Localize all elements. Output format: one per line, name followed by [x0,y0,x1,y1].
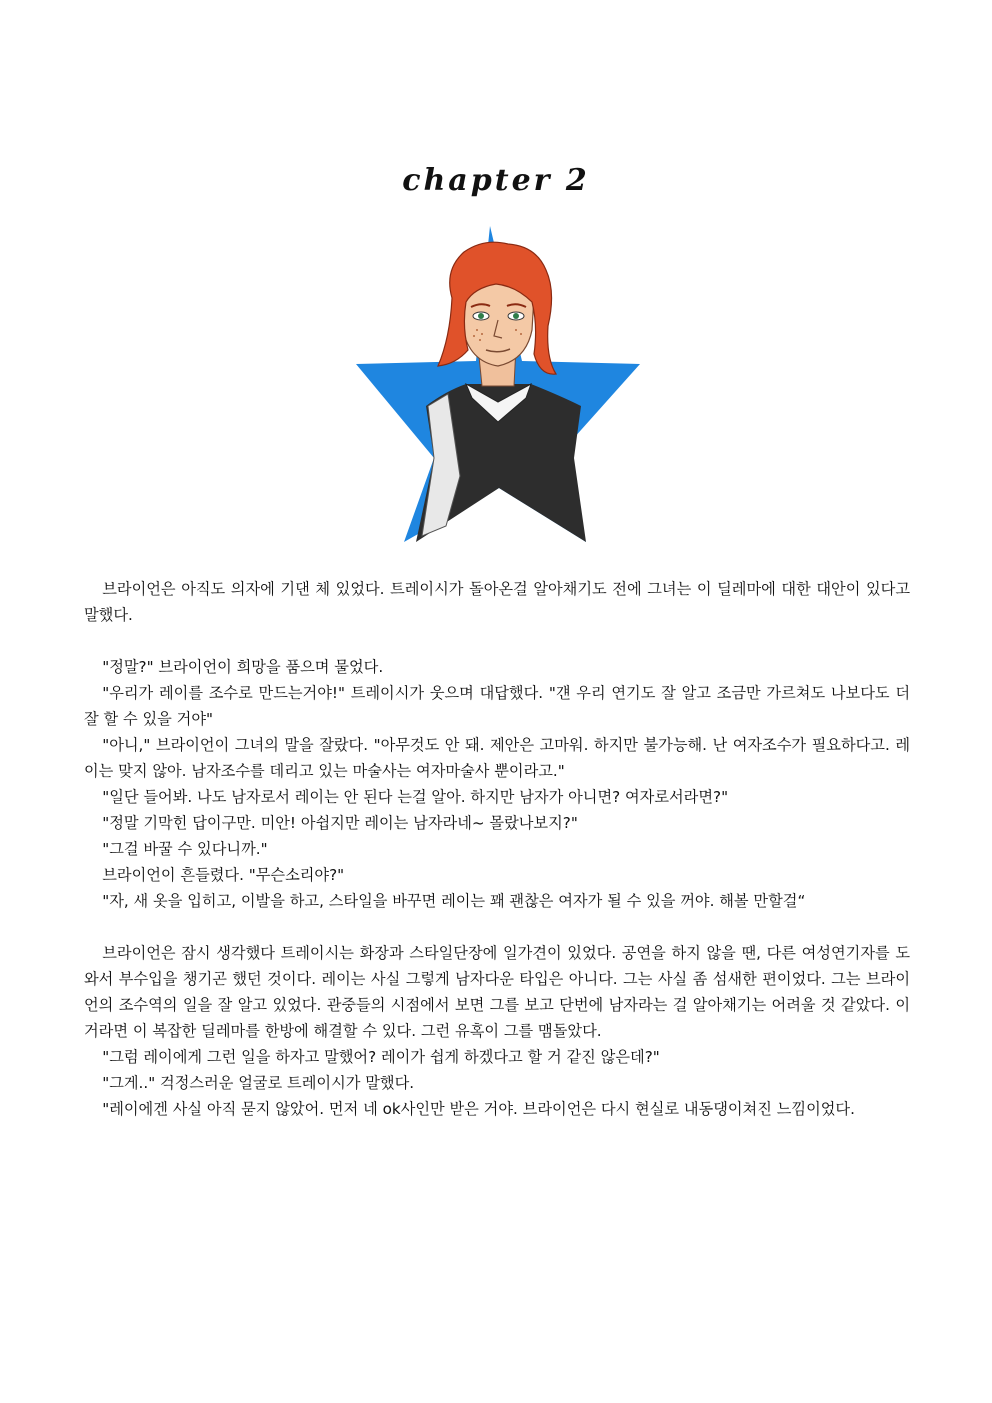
paragraph: 브라이언이 흔들렸다. "무슨소리야?" [102,866,345,884]
chapter-title: chapter 2 [402,163,590,198]
paragraph: "정말 기막힌 답이구만. 미안! 아쉽지만 레이는 남자라네~ 몰랐나보지?" [102,814,578,832]
story-body [84,576,910,1122]
paragraph: "일단 들어봐. 나도 남자로서 레이는 안 된다 는걸 알아. 하지만 남자가 아니면? 여자로서라면?" [102,788,729,806]
paragraph: 브라이언은 잠시 생각했다 트레이시는 화장과 스타일단장에 일가견이 있었다. 공연을 하지 않을 땐, 다른 여성연기자를 도와서 부수입을 챙기곤 했던 것이다. 레이는 사실 그렇게 남자다운 타입은 아니다. 그는 사실 좀 섬새한 편이었다. 그는 브라이언의 조수역의 일을 잘 알고 있었다. 관중들의 시점에서 보면 그를 보고 단번에 남자라는 걸 알아채기는 어려울 것 같았다. 이거라면 이 복잡한 딜레마를 한방에 해결할 수 있다. 그런 유혹이 그를 맴돌았다. [84,944,910,1040]
paragraph: "그게.." 걱정스러운 얼굴로 트레이시가 말했다. [102,1074,415,1092]
blank-line [84,914,910,940]
paragraph: "정말?" 브라이언이 희망을 품으며 물었다. [102,658,384,676]
blank-line [84,628,910,654]
paragraph: "그럼 레이에게 그런 일을 하자고 말했어? 레이가 쉽게 하겠다고 할 거 같진 않은데?" [102,1048,660,1066]
paragraph: "레이에겐 사실 아직 묻지 않았어. 먼저 네 ok사인만 받은 거야. 브라이언은 다시 현실로 내동댕이쳐진 느낌이었다. [102,1100,855,1118]
paragraph: 브라이언은 아직도 의자에 기댄 체 있었다. 트레이시가 돌아온걸 알아채기도 전에 그녀는 이 딜레마에 대한 대안이 있다고 말했다. [84,580,910,624]
character-star-illustration [356,226,642,546]
paragraph: "그걸 바꿀 수 있다니까." [102,840,268,858]
paragraph: "아니," 브라이언이 그녀의 말을 잘랐다. "아무것도 안 돼. 제안은 고마워. 하지만 불가능해. 난 여자조수가 필요하다고. 레이는 맞지 않아. 남자조수를 데리고 있는 마술사는 여자마술사 뿐이라고." [84,736,910,780]
paragraph: "우리가 레이를 조수로 만드는거야!" 트레이시가 웃으며 대답했다. "걘 우리 연기도 잘 알고 조금만 가르쳐도 나보다도 더 잘 할 수 있을 거야" [84,684,910,728]
paragraph: "자, 새 옷을 입히고, 이발을 하고, 스타일을 바꾸면 레이는 꽤 괜찮은 여자가 될 수 있을 꺼야. 해볼 만할걸“ [102,892,806,910]
